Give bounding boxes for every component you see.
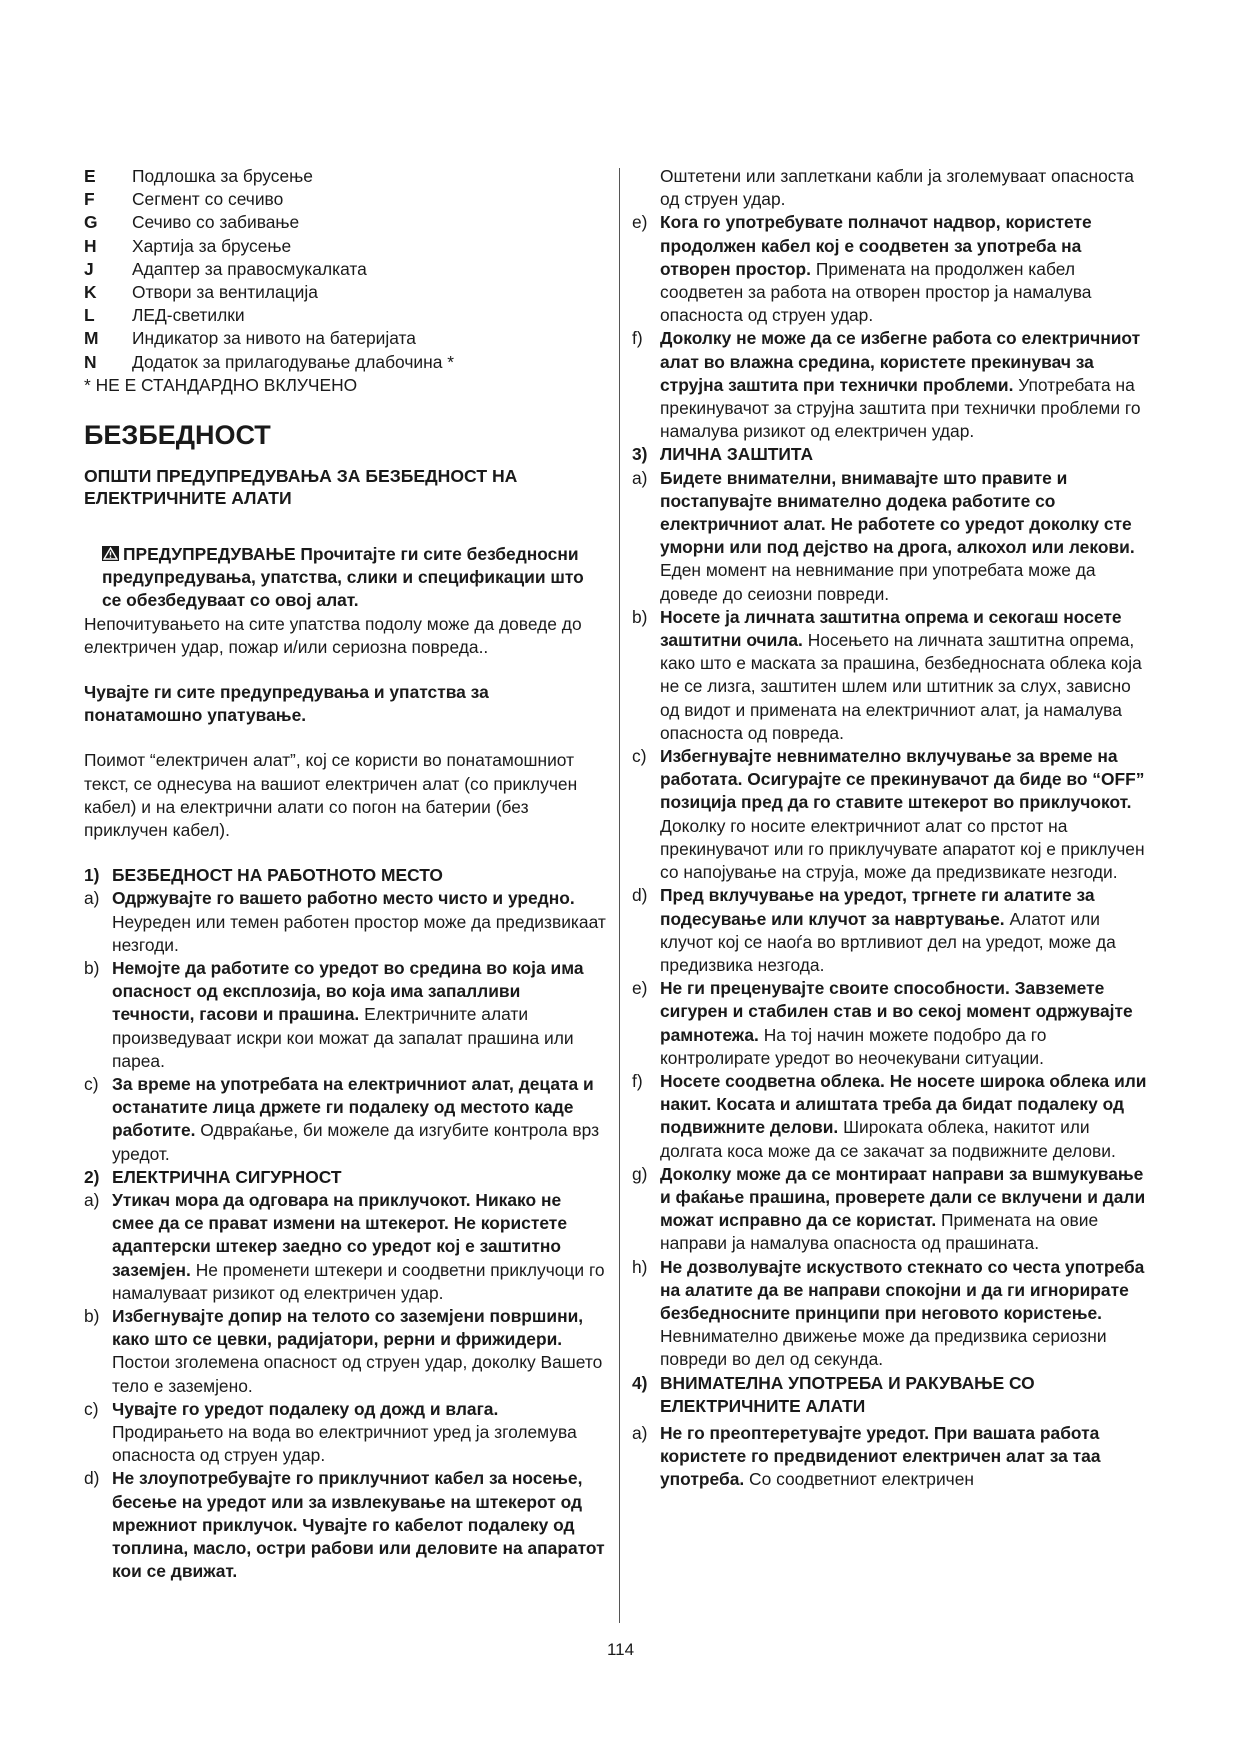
item-bold-text: Доколку може да се монтираат направи за вшмукување и фаќање прашина, проверете дали се вклучени и дали можат исправно да се користат. <box>660 1163 1146 1231</box>
item-bold-text: Не ги преценувајте своите способности. Завземете сигурен и стабилен став и во секој момент одржувајте рамнотежа. <box>660 978 1133 1045</box>
section-1-items <box>84 887 606 1165</box>
section-3-items <box>632 467 1154 1372</box>
legend-letter: M <box>84 328 99 349</box>
list-item <box>632 1422 1154 1492</box>
legend-text: Индикатор за нивото на батеријата <box>132 328 416 349</box>
item-bold-text: Избегнувајте допир на телото со заземјени површини, како што се цевки, радијатори, рерни и фрижидери. <box>112 1305 584 1350</box>
legend-row <box>84 188 606 211</box>
section-2-items <box>84 1189 606 1583</box>
legend-row <box>84 304 606 327</box>
item-text: Постои зголемена опасност од струен удар, доколку Вашето тело е заземјено. <box>112 1352 603 1396</box>
warning-triangle-icon <box>102 546 119 561</box>
item-label: f) <box>632 328 643 349</box>
item-label: c) <box>632 746 647 767</box>
item-bold-text: Пред вклучување на уредот, тргнете ги алатите за подесување или клучот за навртување. <box>660 885 1095 929</box>
item-label: a) <box>84 888 100 909</box>
section-3-header: 3) ЛИЧНА ЗАШТИТА <box>632 444 814 465</box>
item-text: Употребата на прекинувачот за струјна заштита при технички проблеми го намалува ризикот од електричен удар. <box>660 374 1141 442</box>
legend-text: Хартија за брусење <box>132 235 292 256</box>
item-label: e) <box>632 978 648 999</box>
legend-letter: K <box>84 281 97 302</box>
item-label: c) <box>84 1398 99 1419</box>
item-text: На тој начин можете подобро да го контролирате уредот во неочекувани ситуации. <box>660 1024 1047 1068</box>
legend-letter: N <box>84 351 97 372</box>
column-divider <box>619 168 620 1623</box>
definition-text: Поимот “електричен алат”, кој се користи во понатамошниот текст, се однесува на вашиот електричен алат (со приклучен кабел) и на електрични алати со погон на батерии (без приклучен кабел). <box>84 750 578 840</box>
legend-text: Сечиво со забивање <box>132 212 300 233</box>
item-bold-text: Немојте да работите со уредот во средина во која има опасност од експлозија, во која има запалливи течности, гасови и прашина. <box>112 957 584 1025</box>
legend-text: Сегмент со сечиво <box>132 189 284 210</box>
list-item <box>84 887 606 957</box>
list-item <box>84 1189 606 1305</box>
page-number: 114 <box>606 1640 635 1659</box>
list-item <box>632 1163 1154 1256</box>
item-text: Алатот или клучот кој се наоѓа во вртливиот дел на уредот, може да предизвика незгода. <box>660 908 1116 975</box>
list-item <box>632 884 1154 977</box>
legend-letter: J <box>84 258 94 279</box>
item-text: Одвраќање, би можеле да изгубите контрола врз уредот. <box>112 1120 600 1164</box>
list-item <box>84 1305 606 1398</box>
list-item <box>632 211 1154 327</box>
list-item <box>84 957 606 1073</box>
item-text: Не променети штекери и соодветни приклучоци го намалуваат ризикот од електричен удар. <box>112 1259 605 1303</box>
left-column <box>84 165 606 1583</box>
item-bold-text: Бидете внимателни, внимавајте што правите и постапувајте внимателно додека работите со електричниот алат. Не работете со уредот доколку сте уморни или под дејство на дрога, алкохол или лекови. <box>660 467 1135 558</box>
legend-letter: F <box>84 189 95 210</box>
item-text: Носењето на личната заштитна опрема, како што е маската за прашина, безбедносната облека која не се лизга, заштитен шлем или штитник за слух, зависно од видот и примената на електричниот алат, ја намалува опасноста од повреда. <box>660 630 1142 743</box>
item-bold-text: Доколку не може да се избегне работа со електричниот алат во влажна средина, користете прекинувач за струјна заштита при технички проблеми. <box>660 328 1141 395</box>
legend-text: Подлошка за брусење <box>132 166 313 186</box>
warning-bold-text: ПРЕДУПРЕДУВАЊЕ Прочитајте ги сите безбедносни предупредувања, упатства, слики и спецификации што се обезбедуваат со овој алат. <box>102 543 584 611</box>
item-label: g) <box>632 1163 648 1184</box>
legend-row <box>84 165 606 188</box>
item-bold-text: Кога го употребувате полначот надвор, користете продолжен кабел кој е соодветен за употреба на отворен простор. <box>660 212 1092 279</box>
item-label: c) <box>84 1073 99 1094</box>
right-column <box>632 165 1154 1492</box>
item-bold-text: Чувајте го уредот подалеку од дожд и влага. <box>112 1398 499 1419</box>
item-label: a) <box>632 467 648 488</box>
item-bold-text: Утикач мора да одговара на приклучокот. Никако не смее да се прават измени на штекерот. Не користете адаптерски штекер заедно со уредот кој е заштитно заземјен. <box>112 1189 567 1280</box>
item-text: Еден момент на невнимание при употребата може да доведе до сеиозни повреди. <box>660 560 1096 604</box>
legend-row <box>84 351 606 374</box>
list-item <box>632 1256 1154 1372</box>
item-text: Невнимателно движење може да предизвика сериозни повреди во дел од секунда. <box>660 1326 1107 1370</box>
item-bold-text: За време на употребата на електричниот алат, децата и останатите лица држете ги подалеку од местото каде работите. <box>112 1073 594 1141</box>
section-4-items <box>632 1422 1154 1492</box>
section-title: БЕЗБЕДНОСТ <box>84 419 271 450</box>
item-label: d) <box>632 885 648 906</box>
item-bold-text: Не дозволувајте искуството стекнато со честа употреба на алатите да ве направи спокојни и да ги игнорирате безбедносните принципи при неговото користење. <box>660 1256 1145 1323</box>
item-label: b) <box>632 606 648 627</box>
item-label: e) <box>632 212 648 233</box>
legend-text: Додаток за прилагодување длабочина * <box>132 351 454 372</box>
item-text: Примената на продолжен кабел соодветен за работа на отворен простор ја намалува опасноста од струен удар. <box>660 258 1092 326</box>
legend-row <box>84 258 606 281</box>
list-item <box>84 1467 606 1583</box>
item-text: Широката облека, накитот или долгата коса може да се закачат за подвижните делови. <box>660 1117 1116 1161</box>
item-label: b) <box>84 957 100 978</box>
legend-text: ЛЕД-светилки <box>132 305 245 326</box>
list-item <box>632 1070 1154 1163</box>
legend-row <box>84 281 606 304</box>
item-text: Продирањето на вода во електричниот уред ја зголемува опасноста од струен удар. <box>112 1422 577 1466</box>
item-label: h) <box>632 1256 648 1277</box>
item-text: Доколку го носите електричниот алат со прстот на прекинувачот или го приклучувате апаратот кој е приклучен со напојување на струја, може да предизвикате незгоди. <box>660 815 1145 883</box>
section-4-header: 4) ВНИМАТЕЛНА УПОТРЕБА И РАКУВАЊЕ СО ЕЛЕКТРИЧНИТЕ АЛАТИ <box>632 1372 1035 1416</box>
item-bold-text: Не злоупотребувајте го приклучниот кабел за носење, бесење на уредот или за извлекување на штекерот од мрежниот приклучок. Чувајте го кабелот подалеку од топлина, масло, остри рабови или деловите на апаратот кои се движат. <box>112 1468 605 1582</box>
section-1-header: 1) БЕЗБЕДНОСТ НА РАБОТНОТО МЕСТО <box>84 865 443 886</box>
legend-letter: L <box>84 305 95 326</box>
legend-row <box>84 327 606 350</box>
list-item <box>632 467 1154 606</box>
warning-block <box>84 543 606 659</box>
section-2-header: 2) ЕЛЕКТРИЧНА СИГУРНОСТ <box>84 1166 342 1187</box>
item-label: b) <box>84 1305 100 1326</box>
list-item <box>632 977 1154 1070</box>
legend-letter: H <box>84 235 97 256</box>
item-bold-text: Носете ја личната заштитна опрема и секогаш носете заштитни очила. <box>660 606 1122 651</box>
item-text: Електричните алати произведуваат искри кои можат да запалат прашина или пареа. <box>112 1004 574 1071</box>
item-bold-text: Избегнувајте невнимателно вклучување за време на работата. Осигурајте се прекинувачот да биде во “OFF” позиција пред да го ставите штекерот во приклучокот. <box>660 746 1145 813</box>
subsection-title: ОПШТИ ПРЕДУПРЕДУВАЊА ЗА БЕЗБЕДНОСТ НА ЕЛЕКТРИЧНИТЕ АЛАТИ <box>84 465 518 508</box>
item-label: d) <box>84 1468 100 1489</box>
list-item <box>84 1398 606 1468</box>
list-item <box>84 1073 606 1166</box>
item-text: Со соодветниот електричен <box>744 1469 975 1490</box>
item-bold-text: Не го преоптеретувајте уредот. При вашата работа користете го предвидениот електричен алат за таа употреба. <box>660 1422 1101 1490</box>
legend-letter: G <box>84 212 98 233</box>
legend-row <box>84 211 606 234</box>
section-2-items-continued <box>632 211 1154 443</box>
item-bold-text: Носете соодветна облека. Не носете широка облека или накит. Косата и алиштата треба да бидат подалеку од подвижните делови. <box>660 1070 1147 1138</box>
legend-text: Отвори за вентилација <box>132 281 318 302</box>
legend-list <box>84 165 606 374</box>
item-label: a) <box>632 1422 648 1443</box>
warning-text: Непочитувањето на сите упатства подолу може да доведе до електричен удар, пожар и/или сериозна повреда.. <box>84 613 582 657</box>
legend-letter: E <box>84 166 96 186</box>
item-text: Примената на овие направи ја намалува опасноста од прашината. <box>660 1210 1099 1254</box>
item-label: f) <box>632 1070 643 1091</box>
legend-text: Адаптер за правосмукалката <box>132 258 367 279</box>
list-item <box>632 327 1154 443</box>
list-item <box>632 745 1154 884</box>
legend-row <box>84 235 606 258</box>
legend-note: * НЕ Е СТАНДАРДНО ВКЛУЧЕНО <box>84 374 358 395</box>
item-text: Неуреден или темен работен простор може да предизвикаат незгоди. <box>112 911 606 955</box>
keep-instructions: Чувајте ги сите предупредувања и упатства за понатамошно упатување. <box>84 681 489 726</box>
item-label: a) <box>84 1189 100 1210</box>
continuation-text: Оштетени или заплеткани кабли ја зголемуваат опасноста од струен удар. <box>660 166 1134 210</box>
list-item <box>632 606 1154 745</box>
item-bold-text: Одржувајте го вашето работно место чисто и уредно. <box>112 888 575 909</box>
